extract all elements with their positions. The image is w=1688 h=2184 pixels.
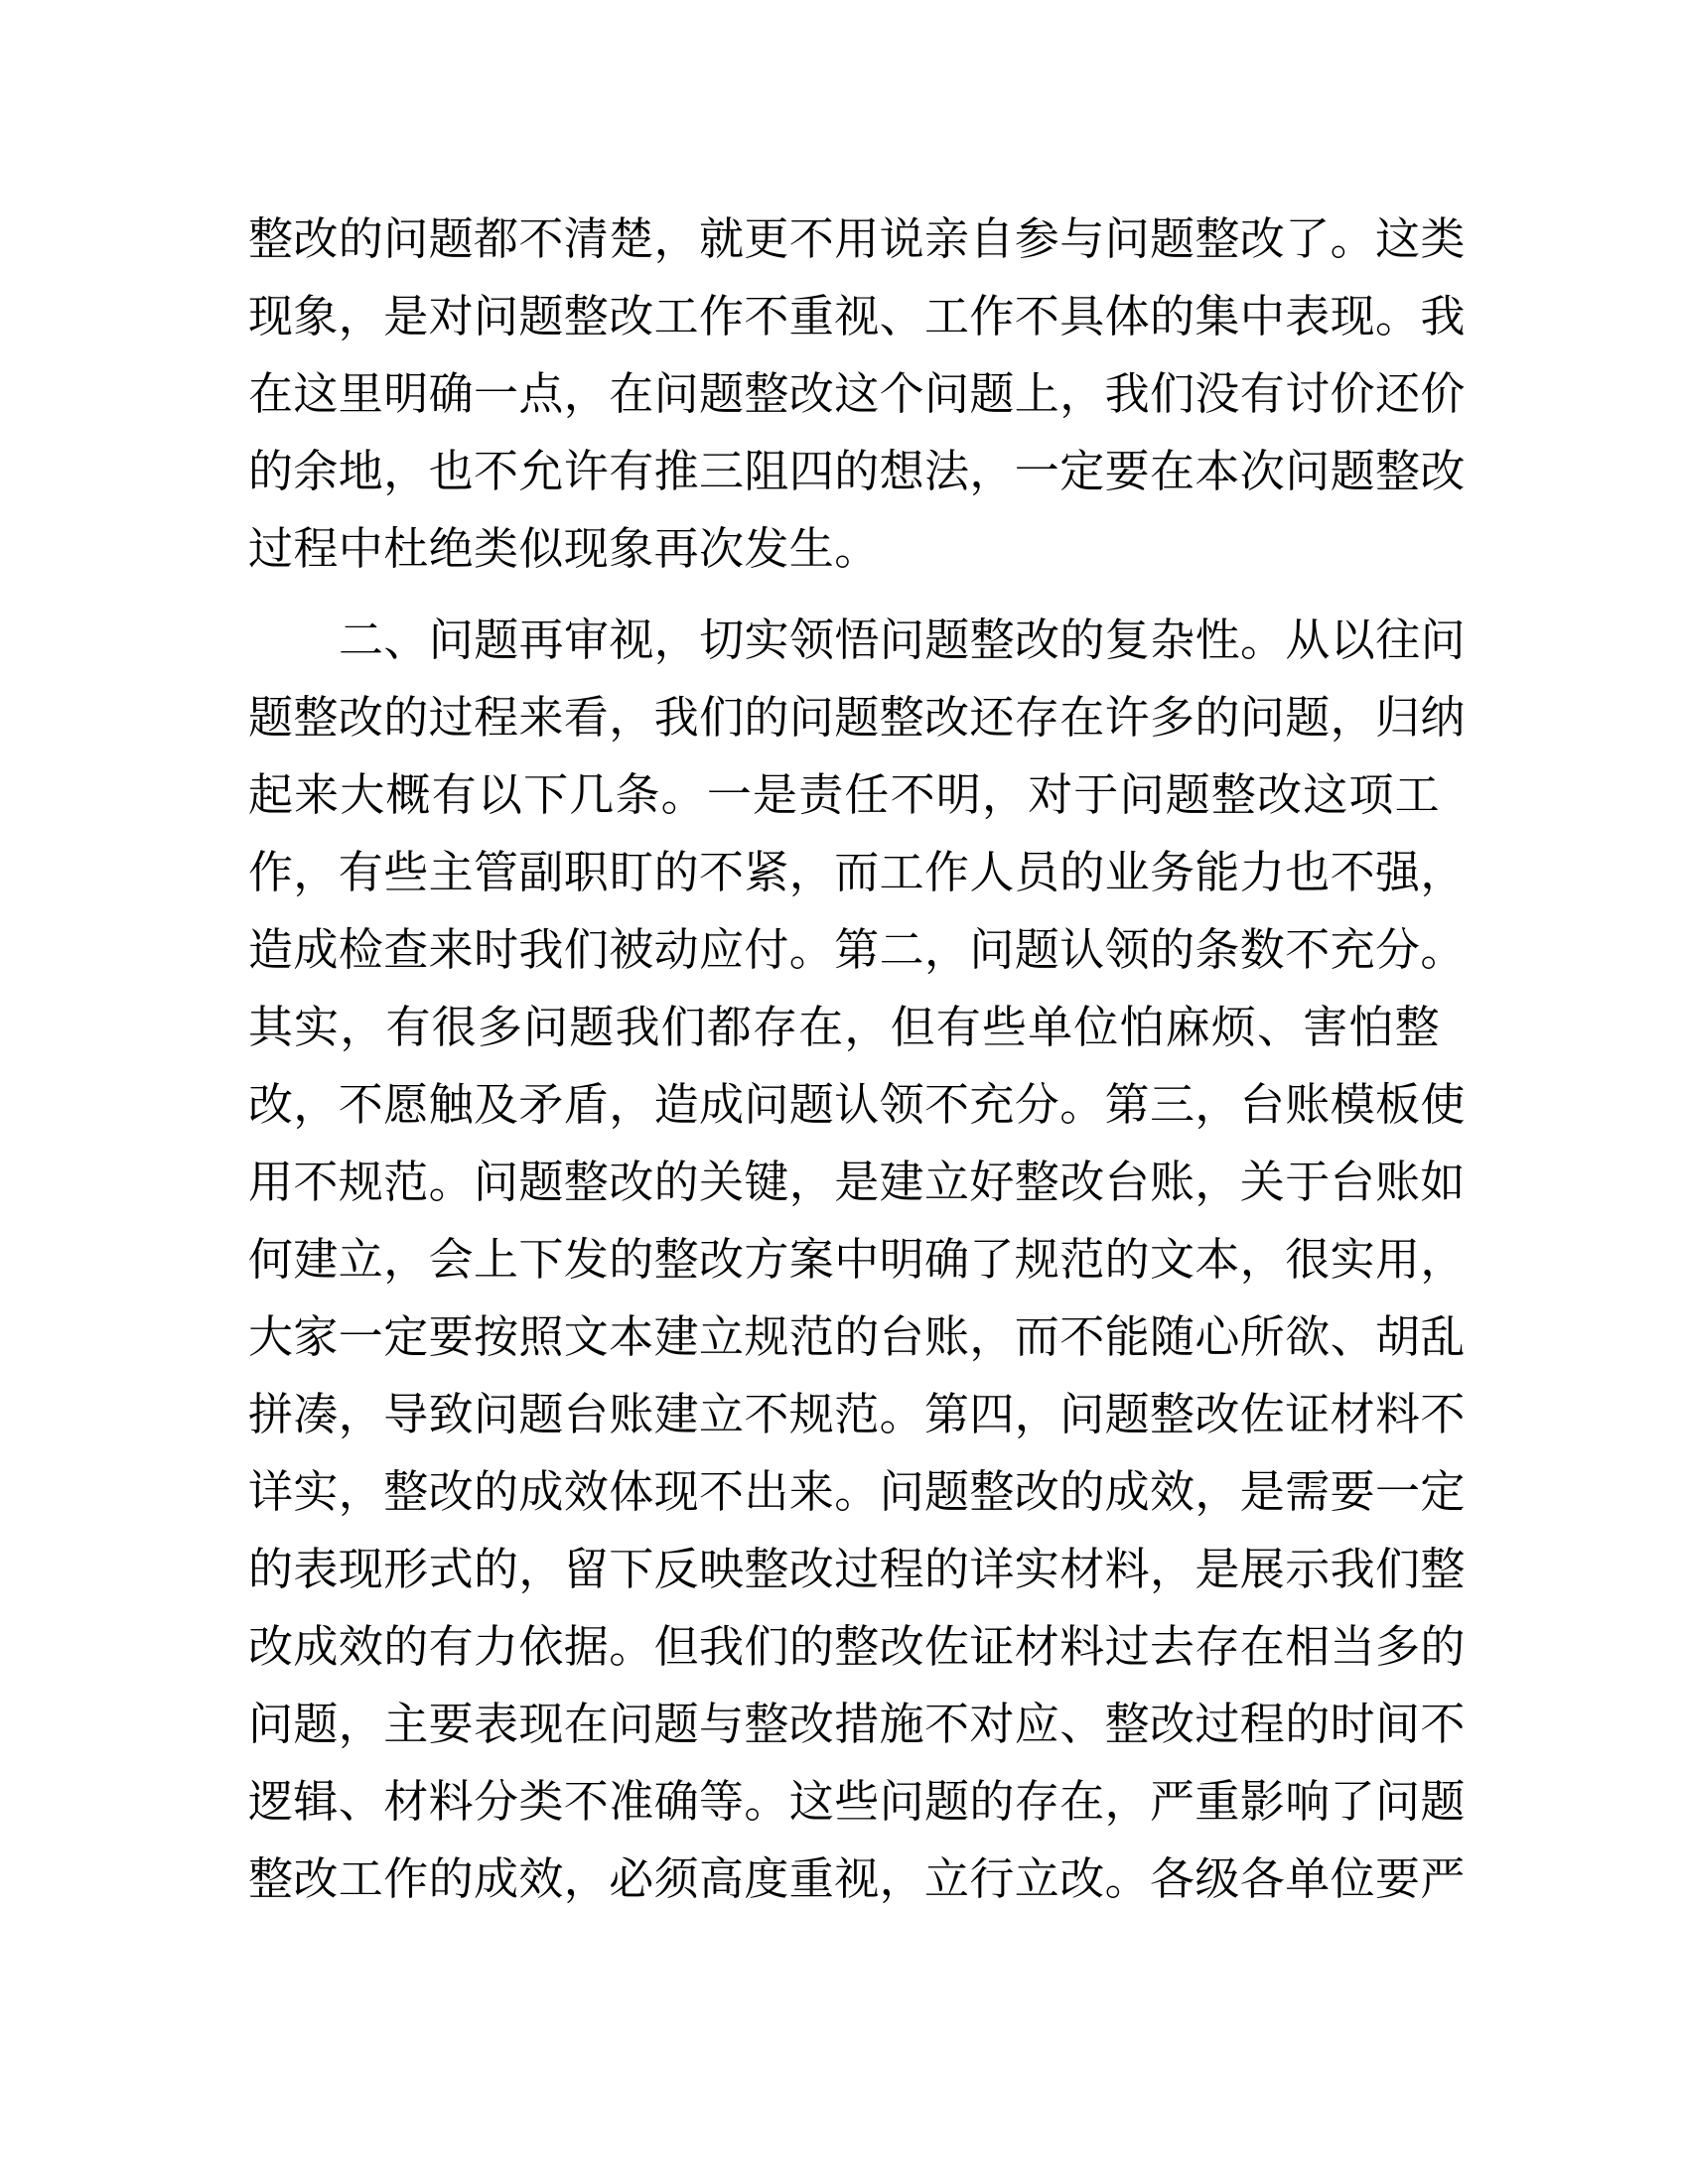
text-line: 问题，主要表现在问题与整改措施不对应、整改过程的时间不 (248, 1698, 1466, 1750)
text-line: 的余地，也不允许有推三阻四的想法，一定要在本次问题整改 (248, 445, 1466, 497)
text-line: 改，不愿触及矛盾，造成问题认领不充分。第三，台账模板使 (248, 1078, 1466, 1131)
text-line: 题整改的过程来看，我们的问题整改还存在许多的问题，归纳 (248, 691, 1466, 744)
text-line: 的表现形式的，留下反映整改过程的详实材料，是展示我们整 (248, 1543, 1466, 1595)
paragraph-1-continuation (248, 209, 1466, 597)
text-line: 其实，有很多问题我们都存在，但有些单位怕麻烦、害怕整 (248, 1001, 1440, 1053)
text-line: 整改工作的成效，必须高度重视，立行立改。各级各单位要严 (248, 1852, 1466, 1905)
text-line: 逻辑、材料分类不准确等。这些问题的存在，严重影响了问题 (248, 1775, 1466, 1828)
text-line: 大家一定要按照文本建立规范的台账，而不能随心所欲、胡乱 (248, 1310, 1466, 1363)
paragraph-2-problem-review (248, 611, 1467, 1927)
section-heading-line: 二、问题再审视，切实领悟问题整改的复杂性。从以往问 (339, 614, 1467, 666)
text-line: 现象，是对问题整改工作不重视、工作不具体的集中表现。我 (248, 290, 1466, 342)
text-line: 造成检查来时我们被动应付。第二，问题认领的条数不充分。 (248, 923, 1466, 976)
text-line: 过程中杜绝类似现象再次发生。 (248, 522, 880, 575)
text-line: 起来大概有以下几条。一是责任不明，对于问题整改这项工 (248, 768, 1440, 821)
text-line: 拼凑，导致问题台账建立不规范。第四，问题整改佐证材料不 (248, 1388, 1466, 1440)
text-line: 在这里明确一点，在问题整改这个问题上，我们没有讨价还价 (248, 367, 1466, 420)
text-line: 何建立，会上下发的整改方案中明确了规范的文本，很实用， (248, 1233, 1466, 1286)
text-line: 详实，整改的成效体现不出来。问题整改的成效，是需要一定 (248, 1465, 1466, 1518)
text-line: 改成效的有力依据。但我们的整改佐证材料过去存在相当多的 (248, 1620, 1466, 1673)
body-text (248, 209, 1467, 1927)
text-line: 用不规范。问题整改的关键，是建立好整改台账，关于台账如 (248, 1156, 1466, 1208)
text-line: 作，有些主管副职盯的不紧，而工作人员的业务能力也不强， (248, 846, 1466, 898)
text-line: 整改的问题都不清楚，就更不用说亲自参与问题整改了。这类 (248, 212, 1466, 265)
